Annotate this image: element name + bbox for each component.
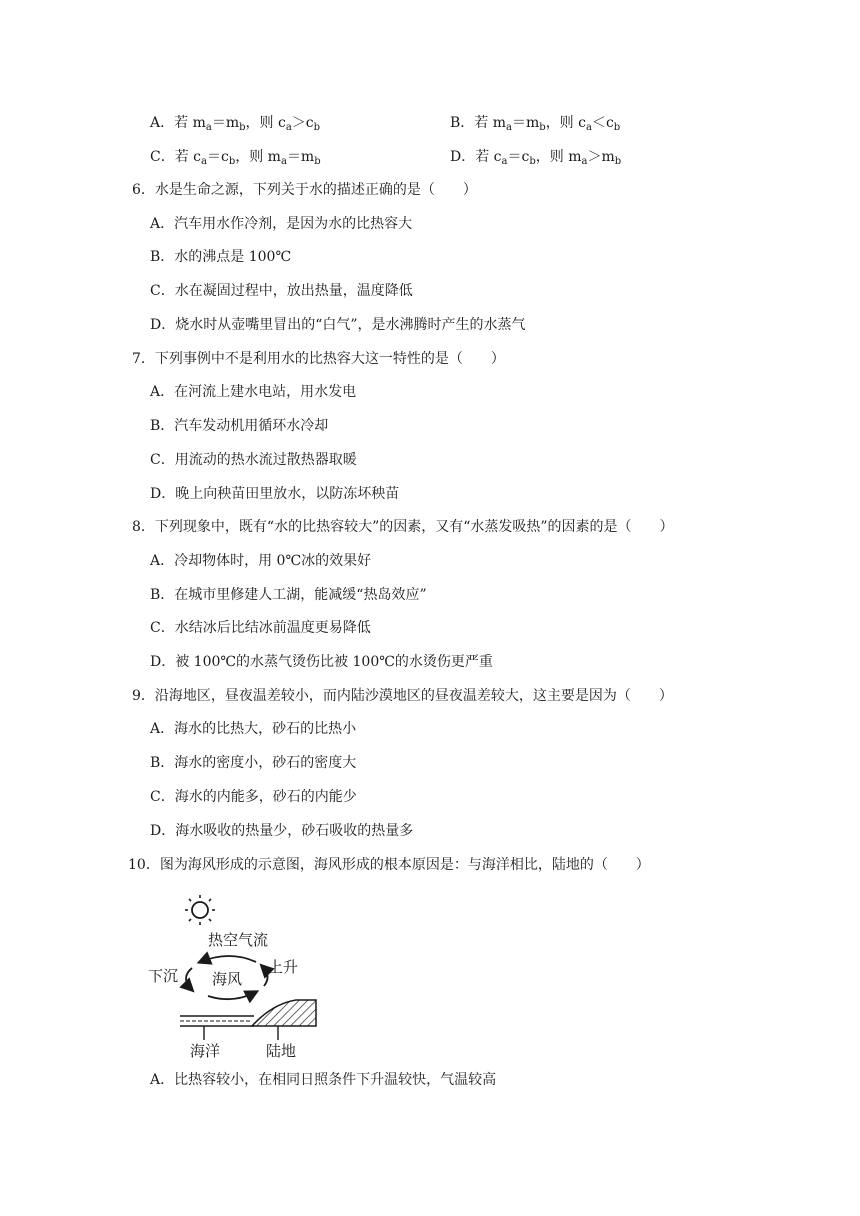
sun-icon (185, 895, 215, 925)
question-6-stem: 6．水是生命之源，下列关于水的描述正确的是（ ） (132, 182, 477, 198)
sea-breeze-diagram (148, 888, 328, 1063)
q5-option-b: B．若 $m_a=m_b$，则 $c_a<c_b$ (450, 115, 621, 133)
q10-option-a: A．比热容较小，在相同日照条件下升温较快，气温较高 (150, 1072, 497, 1088)
question-10-stem: 10．图为海风形成的示意图，海风形成的根本原因是：与海洋相比，陆地的（ ） (128, 857, 650, 873)
q7-option-a: A．在河流上建水电站，用水发电 (150, 384, 357, 400)
ocean-label: 海洋 (190, 1042, 221, 1060)
q6-option-b: B．水的沸点是 100℃ (150, 249, 292, 265)
sink-label: 下沉 (148, 967, 179, 985)
q5-option-d: D．若 $c_a=c_b$，则 $m_a>m_b$ (450, 149, 622, 167)
q9-option-c: C．海水的内能多，砂石的内能少 (150, 789, 357, 805)
land-label: 陆地 (266, 1042, 297, 1060)
q7-option-b: B．汽车发动机用循环水冷却 (150, 418, 329, 434)
sea-breeze-label: 海风 (212, 970, 243, 988)
land-shape (252, 1000, 316, 1040)
question-9-stem: 9．沿海地区，昼夜温差较小，而内陆沙漠地区的昼夜温差较大，这主要是因为（ ） (132, 688, 673, 704)
q8-option-b: B．在城市里修建人工湖，能减缓“热岛效应” (150, 587, 427, 603)
question-7-stem: 7．下列事例中不是利用水的比热容大这一特性的是（ ） (132, 351, 505, 367)
q8-option-d: D．被 100℃的水蒸气烫伤比被 100℃的水烫伤更严重 (150, 654, 493, 670)
q8-option-c: C．水结冰后比结冰前温度更易降低 (150, 620, 371, 636)
q8-option-a: A．冷却物体时，用 0℃冰的效果好 (150, 553, 372, 569)
q9-option-b: B．海水的密度小，砂石的密度大 (150, 755, 357, 771)
q6-option-a: A．汽车用水作冷剂，是因为水的比热容大 (150, 216, 413, 232)
q6-option-c: C．水在凝固过程中，放出热量，温度降低 (150, 283, 413, 299)
q7-option-c: C．用流动的热水流过散热器取暖 (150, 452, 357, 468)
q7-option-d: D．晚上向秧苗田里放水，以防冻坏秧苗 (150, 486, 400, 502)
q6-option-d: D．烧水时从壶嘴里冒出的“白气”，是水沸腾时产生的水蒸气 (150, 317, 526, 333)
q9-option-a: A．海水的比热大，砂石的比热小 (150, 721, 357, 737)
hot-air-flow-label: 热空气流 (208, 931, 269, 949)
q5-option-a: A．若 $m_a=m_b$，则 $c_a>c_b$ (150, 115, 321, 133)
rise-label: 上升 (268, 958, 299, 976)
q5-option-c: C．若 $c_a=c_b$，则 $m_a=m_b$ (150, 149, 321, 167)
q9-option-d: D．海水吸收的热量少，砂石吸收的热量多 (150, 823, 414, 839)
sea-surface (180, 1016, 254, 1040)
question-8-stem: 8．下列现象中，既有“水的比热容较大”的因素，又有“水蒸发吸热”的因素的是（ ） (132, 519, 674, 535)
